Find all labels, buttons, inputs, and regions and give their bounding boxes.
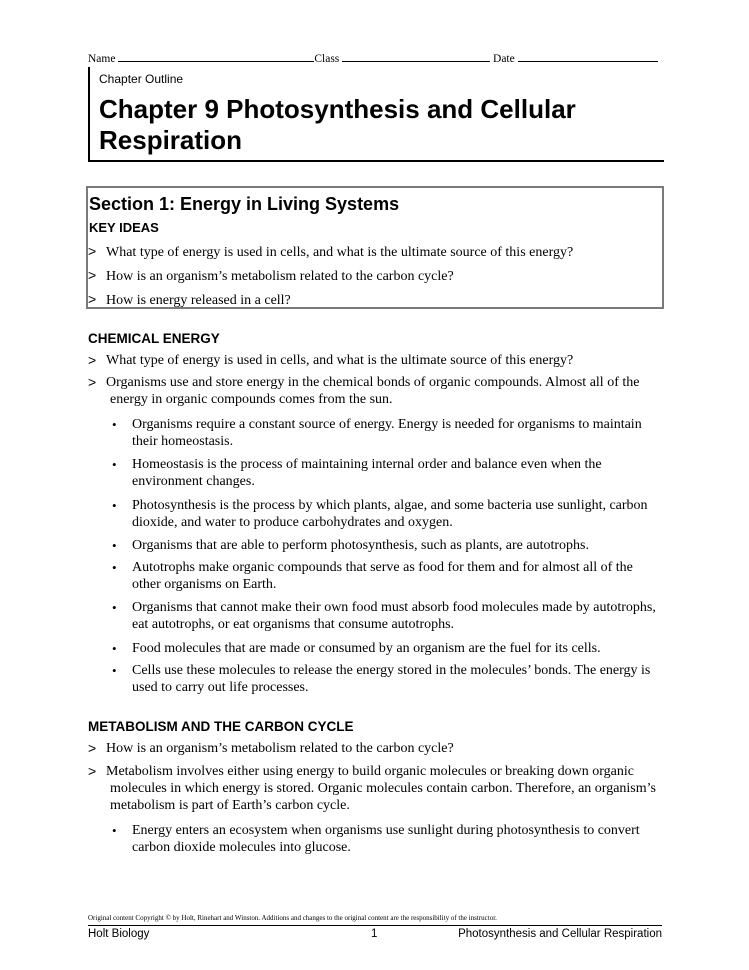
metabolism-heading: METABOLISM AND THE CARBON CYCLE (88, 719, 354, 734)
arrow-icon: > (88, 763, 97, 779)
name-label: Name (88, 53, 116, 65)
bullet-icon: • (112, 538, 117, 553)
bullet-text: Autotrophs make organic compounds that serve as food for them and for almost all of the other organisms on Earth. (132, 560, 633, 592)
answer-text: Organisms use and store energy in the chemical bonds of organic compounds. Almost all of the energy in organic compounds comes from the sun. (106, 375, 640, 407)
bullet-text: Cells use these molecules to release the energy stored in the molecules’ bonds. The energy is used to carry out life processes. (132, 663, 651, 695)
bullet-item (112, 559, 662, 593)
arrow-icon: > (88, 291, 97, 307)
chemical-energy-answer (88, 374, 660, 408)
bullet-icon: • (112, 457, 117, 472)
key-idea-item (88, 264, 573, 288)
chemical-energy-question (88, 352, 660, 369)
bullet-text: Food molecules that are made or consumed by an organism are the fuel for its cells. (132, 641, 601, 656)
chapter-title: Chapter 9 Photosynthesis and Cellular Respiration (99, 94, 576, 155)
bullet-text: Energy enters an ecosystem when organisms use sunlight during photosynthesis to convert carbon dioxide molecules into glucose. (132, 823, 640, 855)
metabolism-answer (88, 763, 660, 814)
footer-divider (88, 925, 662, 926)
page-footer (88, 928, 662, 942)
date-label: Date (493, 53, 515, 65)
arrow-icon: > (88, 352, 97, 368)
arrow-icon: > (88, 243, 97, 259)
bullet-text: Photosynthesis is the process by which plants, algae, and some bacteria use sunlight, carbon dioxide, and water to produce carbohydrates and oxygen. (132, 498, 648, 530)
chapter-outline-label: Chapter Outline (99, 72, 184, 86)
bullet-item (112, 640, 662, 657)
bullet-item (112, 599, 662, 633)
bullet-icon: • (112, 663, 117, 678)
bullet-icon: • (112, 823, 117, 838)
student-info-line (88, 51, 662, 66)
question-text: How is an organism’s metabolism related to the carbon cycle? (106, 741, 454, 756)
page-number: 1 (371, 928, 378, 940)
metabolism-question (88, 740, 660, 757)
bullet-item (112, 416, 662, 450)
bullet-text: Organisms require a constant source of energy. Energy is needed for organisms to maintain their homeostasis. (132, 417, 642, 449)
bullet-item (112, 662, 662, 696)
key-idea-text: How is energy released in a cell? (106, 293, 291, 308)
arrow-icon: > (88, 374, 97, 390)
key-ideas-box (86, 186, 664, 309)
answer-text: Metabolism involves either using energy to build organic molecules or breaking down organic molecules in which energy is stored. Organic molecules contain carbon. Therefore, an organism’s metabolism is part of Earth’s carbon cycle. (106, 764, 656, 813)
copyright-note: Original content Copyright © by Holt, Rinehart and Winston. Additions and changes to the original content are the responsibility of the instructor. (88, 914, 497, 922)
bullet-item (112, 537, 662, 554)
bullet-icon: • (112, 498, 117, 513)
bullet-icon: • (112, 600, 117, 615)
date-blank (518, 51, 658, 62)
bullet-text: Homeostasis is the process of maintaining internal order and balance even when the environment changes. (132, 457, 602, 489)
bullet-item (112, 822, 662, 856)
chapter-heading (88, 67, 664, 162)
key-idea-text: What type of energy is used in cells, and what is the ultimate source of this energy? (106, 245, 574, 260)
chemical-energy-heading: CHEMICAL ENERGY (88, 331, 220, 346)
class-blank (342, 51, 490, 62)
key-idea-item (88, 240, 573, 264)
bullet-text: Organisms that are able to perform photosynthesis, such as plants, are autotrophs. (132, 538, 589, 553)
bullet-icon: • (112, 560, 117, 575)
footer-book-title: Holt Biology (88, 928, 150, 940)
footer-chapter-name: Photosynthesis and Cellular Respiration (458, 928, 662, 940)
section-title: Section 1: Energy in Living Systems (89, 194, 400, 214)
name-blank (118, 51, 314, 62)
bullet-item (112, 456, 662, 490)
key-ideas-list (88, 240, 573, 312)
class-label: Class (314, 53, 340, 65)
key-idea-text: How is an organism’s metabolism related to the carbon cycle? (106, 269, 454, 284)
bullet-icon: • (112, 417, 117, 432)
key-idea-item (88, 288, 573, 312)
bullet-text: Organisms that cannot make their own food must absorb food molecules made by autotrophs, eat autotrophs, or eat organisms that consume autotrophs. (132, 600, 656, 632)
arrow-icon: > (88, 740, 97, 756)
key-ideas-label: KEY IDEAS (89, 220, 159, 235)
bullet-item (112, 497, 662, 531)
bullet-icon: • (112, 641, 117, 656)
question-text: What type of energy is used in cells, and what is the ultimate source of this energy? (106, 353, 574, 368)
arrow-icon: > (88, 267, 97, 283)
